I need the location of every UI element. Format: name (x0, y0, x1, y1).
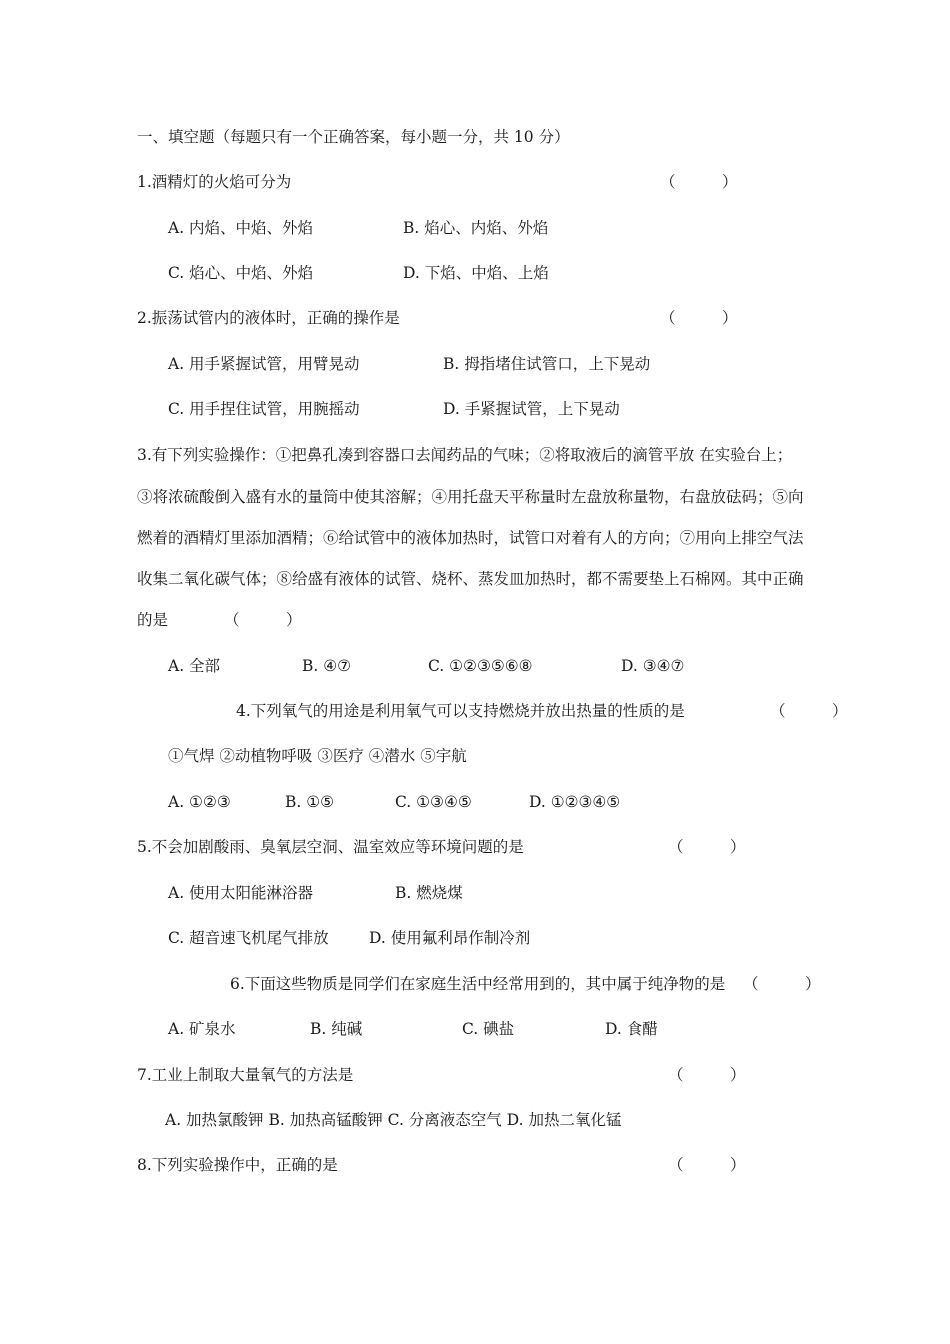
q6-option-c: C. 碘盐 (462, 1020, 515, 1038)
answer-blank-7: （ ） (668, 1066, 746, 1084)
q1-option-a: A. 内焰、中焰、外焰 (168, 219, 314, 237)
question-3-stem-line-1: 3.有下列实验操作：①把鼻孔凑到容器口去闻药品的气味；②将取液后的滴管平放 在实验台上； (137, 446, 793, 464)
q3-option-d: D. ③④⑦ (621, 657, 685, 675)
q6-option-d: D. 食醋 (605, 1020, 658, 1038)
answer-blank-5: （ ） (668, 838, 746, 856)
q4-option-c: C. ①③④⑤ (395, 793, 472, 811)
answer-blank-1: （ ） (660, 173, 738, 191)
question-7-stem: 7.工业上制取大量氧气的方法是 (137, 1066, 354, 1084)
section-title: 一、填空题（每题只有一个正确答案，每小题一分，共 10 分） (137, 128, 570, 146)
question-3-stem-line-3: 燃着的酒精灯里添加酒精；⑥给试管中的液体加热时，试管口对着有人的方向；⑦用向上排空气法 (137, 529, 804, 547)
q7-options: A. 加热氯酸钾 B. 加热高锰酸钾 C. 分离液态空气 D. 加热二氧化锰 (165, 1111, 622, 1129)
question-6-stem: 6.下面这些物质是同学们在家庭生活中经常用到的，其中属于纯净物的是 (230, 975, 726, 993)
answer-blank-2: （ ） (660, 309, 738, 327)
q3-option-c: C. ①②③⑤⑥⑧ (428, 657, 533, 675)
q5-option-a: A. 使用太阳能淋浴器 (168, 884, 314, 902)
answer-blank-4: （ ） (770, 702, 848, 720)
q1-option-d: D. 下焰、中焰、上焰 (403, 264, 549, 282)
q2-option-a: A. 用手紧握试管，用臂晃动 (168, 355, 360, 373)
q2-option-b: B. 拇指堵住试管口，上下晃动 (443, 355, 651, 373)
q6-option-b: B. 纯碱 (310, 1020, 363, 1038)
q2-option-c: C. 用手捏住试管，用腕摇动 (168, 400, 360, 418)
answer-blank-8: （ ） (668, 1156, 746, 1174)
question-5-stem: 5.不会加剧酸雨、臭氧层空洞、温室效应等环境问题的是 (137, 838, 524, 856)
q1-option-c: C. 焰心、中焰、外焰 (168, 264, 314, 282)
q6-option-a: A. 矿泉水 (168, 1020, 236, 1038)
q5-option-c: C. 超音速飞机尾气排放 (168, 929, 329, 947)
question-4-stem: 4.下列氧气的用途是利用氧气可以支持燃烧并放出热量的性质的是 (236, 702, 685, 720)
q1-option-b: B. 焰心、内焰、外焰 (403, 219, 549, 237)
question-1-stem: 1.酒精灯的火焰可分为 (137, 173, 292, 191)
q4-option-d: D. ①②③④⑤ (529, 793, 621, 811)
question-8-stem: 8.下列实验操作中，正确的是 (137, 1156, 338, 1174)
question-3-stem-line-4: 收集二氧化碳气体；⑧给盛有液体的试管、烧杯、蒸发皿加热时，都不需要垫上石棉网。其中正确 (137, 570, 804, 588)
q5-option-b: B. 燃烧煤 (395, 884, 463, 902)
question-3-stem-line-5: 的是 (137, 611, 169, 629)
q5-option-d: D. 使用氟利昂作制冷剂 (369, 929, 531, 947)
q3-option-b: B. ④⑦ (302, 657, 352, 675)
q4-option-a: A. ①②③ (168, 793, 231, 811)
q3-option-a: A. 全部 (168, 657, 221, 675)
q4-choices-list: ①气焊 ②动植物呼吸 ③医疗 ④潜水 ⑤宇航 (168, 747, 467, 765)
q4-option-b: B. ①⑤ (285, 793, 335, 811)
answer-blank-6: （ ） (743, 975, 821, 993)
question-2-stem: 2.振荡试管内的液体时，正确的操作是 (137, 309, 400, 327)
q2-option-d: D. 手紧握试管，上下晃动 (443, 400, 620, 418)
question-3-stem-line-2: ③将浓硫酸倒入盛有水的量筒中使其溶解；④用托盘天平称量时左盘放称量物，右盘放砝码；⑤向 (137, 488, 804, 506)
answer-blank-3: （ ） (224, 611, 302, 629)
